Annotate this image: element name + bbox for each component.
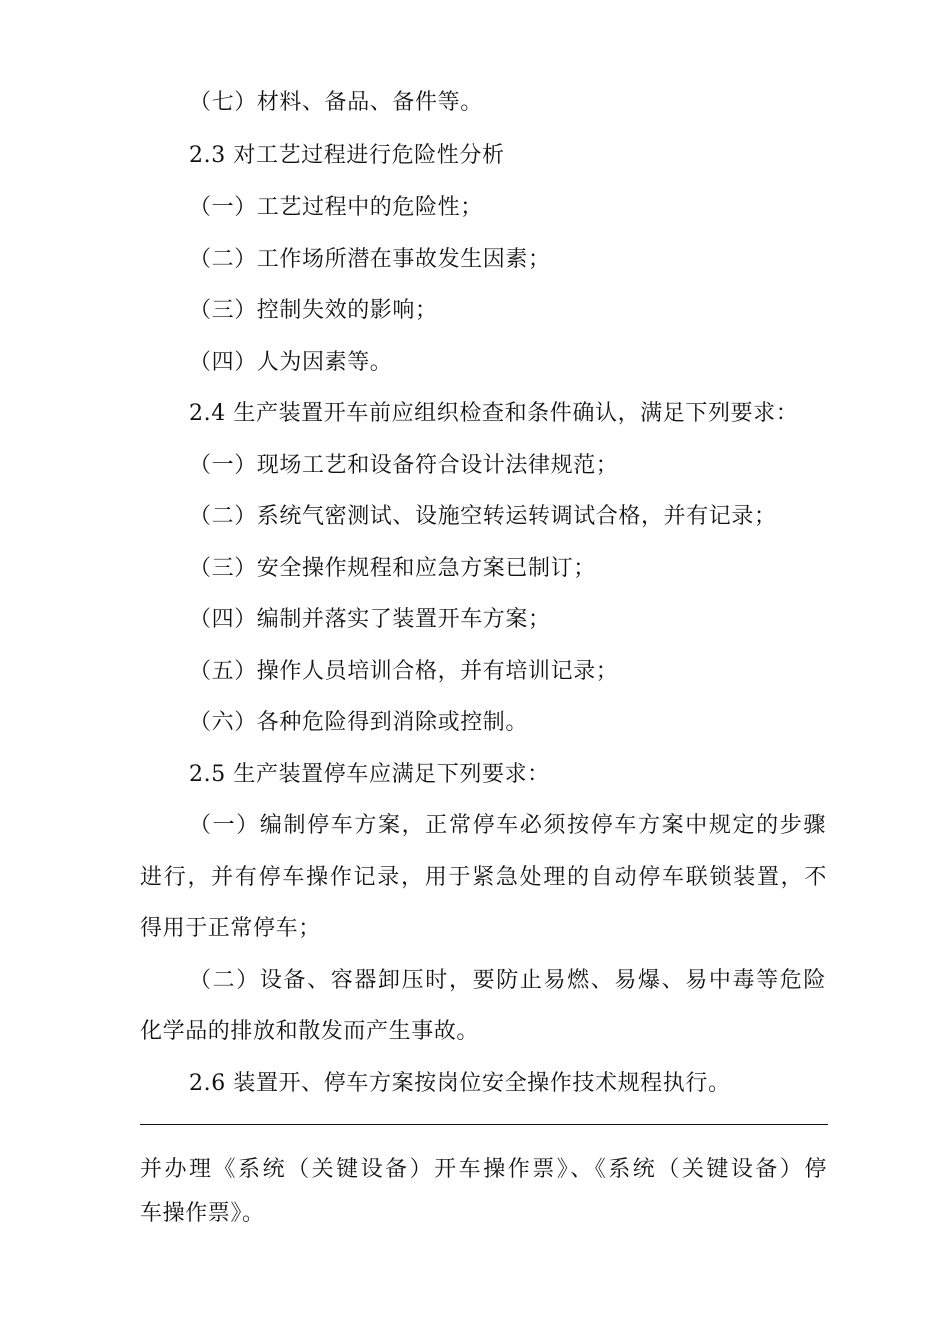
list-item: （四）人为因素等。 [189,350,393,375]
paragraph-line: （一）编制停车方案，正常停车必须按停车方案中规定的步骤 [189,813,826,838]
list-item: （五）操作人员培训合格，并有培训记录； [189,659,619,684]
list-item: （六）各种危险得到消除或控制。 [189,710,529,735]
list-item: （二）工作场所潜在事故发生因素； [189,247,551,272]
list-item-materials: （七）材料、备品、备件等。 [189,90,483,115]
list-item: （一）工艺过程中的危险性； [189,195,483,220]
list-item: （三）控制失效的影响； [189,298,438,323]
section-heading-2-5: 2.5 生产装置停车应满足下列要求： [189,762,550,787]
list-item: （二）系统气密测试、设施空转运转调试合格，并有记录； [189,504,777,529]
section-heading-2-6: 2.6 装置开、停车方案按岗位安全操作技术规程执行。 [189,1071,731,1096]
footnote-divider [140,1124,828,1125]
list-item: （一）现场工艺和设备符合设计法律规范； [189,453,619,478]
paragraph-line: 得用于正常停车； [140,916,321,941]
list-item: （四）编制并落实了装置开车方案； [189,607,551,632]
paragraph-line: 化学品的排放和散发而产生事故。 [140,1019,480,1044]
section-heading-2-3: 2.3 对工艺过程进行危险性分析 [189,143,505,168]
section-heading-2-4: 2.4 生产装置开车前应组织检查和条件确认，满足下列要求： [189,401,799,426]
paragraph-line: 进行，并有停车操作记录，用于紧急处理的自动停车联锁装置，不 [140,865,827,890]
footnote-line: 并办理《系统（关键设备）开车操作票》、《系统（关键设备）停 [140,1157,827,1182]
list-item: （三）安全操作规程和应急方案已制订； [189,556,596,581]
footnote-line: 车操作票》。 [140,1201,265,1226]
paragraph-line: （二）设备、容器卸压时，要防止易燃、易爆、易中毒等危险 [189,968,826,993]
